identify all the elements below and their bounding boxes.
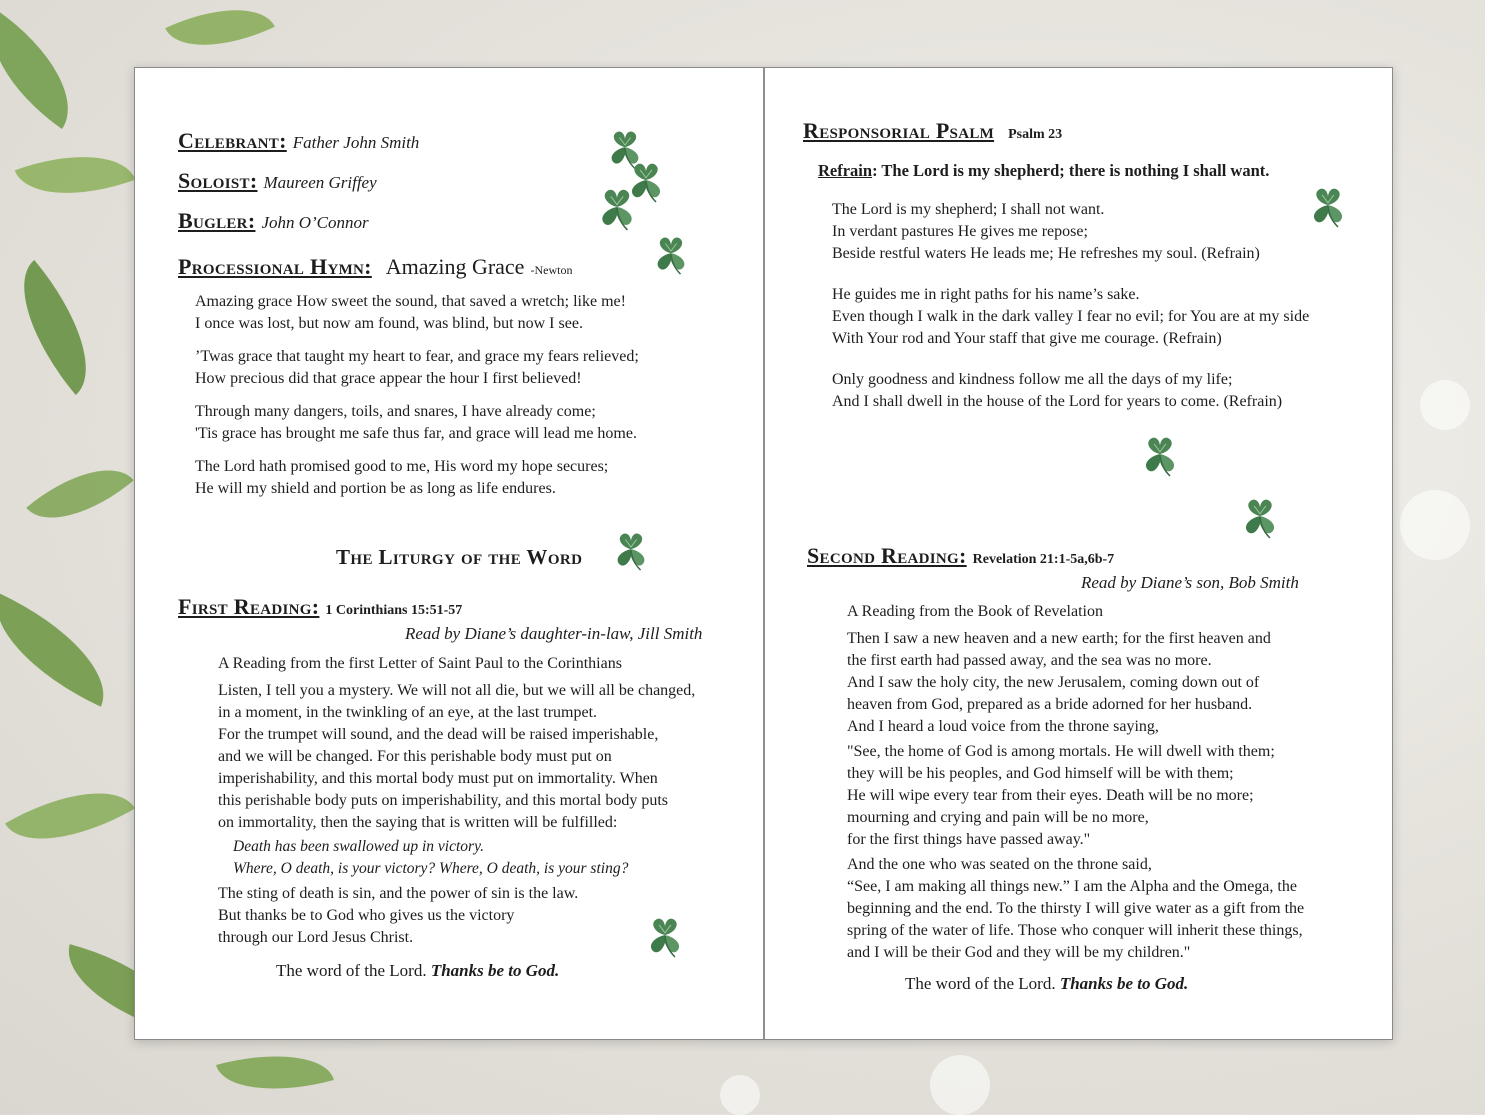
reading-line: for the first things have passed away." <box>847 831 1091 848</box>
verse-line: Where, O death, is your victory? Where, O death, is your sting? <box>233 860 629 877</box>
closing-response: Thanks be to God. <box>1059 974 1189 993</box>
bokeh-light <box>930 1055 990 1115</box>
psalm-line: Beside restful waters He leads me; He refreshes my soul. (Refrain) <box>832 245 1260 262</box>
background-leaf <box>5 763 135 868</box>
background-leaf <box>26 443 133 544</box>
hymn-line: The Lord hath promised good to me, His word my hope secures; <box>195 458 609 475</box>
bokeh-light <box>1420 380 1470 430</box>
psalm-stanza <box>832 199 1260 265</box>
background-leaf <box>15 133 135 218</box>
psalm-stanza <box>832 284 1309 350</box>
psalm-stanza <box>832 369 1282 413</box>
hymn-line: How precious did that grace appear the hour I first believed! <box>195 370 582 387</box>
reading-line: "See, the home of God is among mortals. He will dwell with them; <box>847 743 1275 760</box>
liturgy-heading: The Liturgy of the Word <box>336 545 583 569</box>
psalm-line: With Your rod and Your staff that give me courage. (Refrain) <box>832 330 1222 347</box>
reading-line: But thanks be to God who gives us the victory <box>218 907 515 924</box>
hymn-stanza <box>195 456 608 500</box>
first-reading-body <box>218 680 695 834</box>
hymn-line: Through many dangers, toils, and snares, I have already come; <box>195 403 596 420</box>
hymn-credit: -Newton <box>530 263 573 277</box>
psalm-line: The Lord is my shepherd; I shall not want. <box>832 201 1105 218</box>
reading-line: For the trumpet will sound, and the dead will be raised imperishable, <box>218 726 659 743</box>
bokeh-light <box>1400 490 1470 560</box>
bugler-label: Bugler: <box>178 208 256 233</box>
soloist-label: Soloist: <box>178 168 258 193</box>
first-reading-heading <box>178 594 462 620</box>
hymn-line: I once was lost, but now am found, was blind, but now I see. <box>195 315 583 332</box>
first-reading-conclusion <box>218 883 578 949</box>
soloist-line <box>178 168 377 194</box>
second-reading-reference: Revelation 21:1-5a,6b-7 <box>972 552 1115 567</box>
celebrant-label: Celebrant: <box>178 128 287 153</box>
first-reading-closing <box>276 961 559 981</box>
background-leaf <box>0 11 96 129</box>
reading-line: And the one who was seated on the throne said, <box>847 856 1152 873</box>
celebrant-line <box>178 128 419 154</box>
psalm-line: Only goodness and kindness follow me all the days of my life; <box>832 371 1233 388</box>
scripture-verse <box>233 836 628 880</box>
shamrock-icon <box>651 234 691 276</box>
shamrock-icon <box>1307 185 1349 229</box>
psalm-refrain <box>818 161 1269 181</box>
second-reading-paragraph <box>847 854 1304 964</box>
hymn-line: He will my shield and portion be as long as life endures. <box>195 480 556 497</box>
hymn-stanza <box>195 401 637 445</box>
psalm-heading <box>803 118 1062 144</box>
reading-line: The sting of death is sin, and the power of sin is the law. <box>218 885 579 902</box>
refrain-text: : The Lord is my shepherd; there is nothing I shall want. <box>872 161 1270 180</box>
processional-label: Processional Hymn: <box>178 254 372 279</box>
closing-response: Thanks be to God. <box>430 961 560 980</box>
bugler-line <box>178 208 369 234</box>
second-reading-intro: A Reading from the Book of Revelation <box>847 603 1103 620</box>
reading-line: the first earth had passed away, and the sea was no more. <box>847 652 1212 669</box>
psalm-line: He guides me in right paths for his name’s sake. <box>832 286 1140 303</box>
hymn-line: Amazing grace How sweet the sound, that saved a wretch; like me! <box>195 293 626 310</box>
processional-heading <box>178 254 572 280</box>
closing-text: The word of the Lord. <box>276 961 427 980</box>
second-reading-closing <box>905 974 1188 994</box>
reading-line: through our Lord Jesus Christ. <box>218 929 414 946</box>
program-spread <box>134 67 1393 1040</box>
second-reading-paragraph <box>847 628 1271 738</box>
first-reading-reference: 1 Corinthians 15:51-57 <box>325 603 463 618</box>
shamrock-icon <box>644 915 686 959</box>
reading-line: imperishability, and this mortal body must put on immortality. When <box>218 770 658 787</box>
reading-line: and I will be their God and they will be my children." <box>847 944 1191 961</box>
reading-line: in a moment, in the twinkling of an eye, at the last trumpet. <box>218 704 598 721</box>
shamrock-icon <box>1239 496 1281 540</box>
closing-text: The word of the Lord. <box>905 974 1056 993</box>
page-fold <box>763 68 765 1039</box>
hymn-line: ’Twas grace that taught my heart to fear, and grace my fears relieved; <box>195 348 639 365</box>
background-leaf <box>216 1037 334 1109</box>
bokeh-light <box>720 1075 760 1115</box>
reading-line: and we will be changed. For this perishable body must put on <box>218 748 612 765</box>
reading-line: mourning and crying and pain will be no more, <box>847 809 1149 826</box>
reading-line: spring of the water of life. Those who conquer will inherit these things, <box>847 922 1303 939</box>
reading-line: beginning and the end. To the thirsty I will give water as a gift from the <box>847 900 1305 917</box>
hymn-stanza <box>195 291 626 335</box>
reading-line: And I saw the holy city, the new Jerusalem, coming down out of <box>847 674 1260 691</box>
background-leaf <box>0 593 126 707</box>
refrain-label: Refrain <box>818 161 873 180</box>
shamrock-icon <box>595 186 639 232</box>
background-leaf <box>165 0 275 69</box>
reading-line: Listen, I tell you a mystery. We will not all die, but we will all be changed, <box>218 682 696 699</box>
celebrant-name: Father John Smith <box>292 133 420 152</box>
reading-line: this perishable body puts on imperishability, and this mortal body puts <box>218 792 669 809</box>
psalm-line: And I shall dwell in the house of the Lord for years to come. (Refrain) <box>832 393 1283 410</box>
first-reading-label: First Reading: <box>178 594 320 619</box>
first-reading-intro: A Reading from the first Letter of Saint Paul to the Corinthians <box>218 655 622 672</box>
shamrock-icon <box>611 530 651 572</box>
second-reading-paragraph <box>847 741 1275 851</box>
reading-line: Then I saw a new heaven and a new earth; for the first heaven and <box>847 630 1271 647</box>
shamrock-icon <box>1139 434 1181 478</box>
reading-line: And I heard a loud voice from the throne saying, <box>847 718 1159 735</box>
hymn-stanza <box>195 346 639 390</box>
second-reading-label: Second Reading: <box>807 543 967 568</box>
hymn-line: 'Tis grace has brought me safe thus far, and grace will lead me home. <box>195 425 637 442</box>
background-leaf <box>0 260 118 395</box>
psalm-reference: Psalm 23 <box>1008 127 1063 142</box>
hymn-title: Amazing Grace <box>385 254 525 279</box>
verse-line: Death has been swallowed up in victory. <box>233 838 484 855</box>
reading-line: He will wipe every tear from their eyes. Death will be no more; <box>847 787 1254 804</box>
reading-line: on immortality, then the saying that is written will be fulfilled: <box>218 814 618 831</box>
bugler-name: John O’Connor <box>261 213 369 232</box>
second-reading-heading <box>807 543 1114 569</box>
reading-line: “See, I am making all things new.” I am the Alpha and the Omega, the <box>847 878 1297 895</box>
first-reading-reader: Read by Diane’s daughter-in-law, Jill Smith <box>405 624 703 643</box>
psalm-label: Responsorial Psalm <box>803 118 995 143</box>
psalm-line: In verdant pastures He gives me repose; <box>832 223 1088 240</box>
psalm-line: Even though I walk in the dark valley I fear no evil; for You are at my side <box>832 308 1310 325</box>
reading-line: they will be his peoples, and God himself will be with them; <box>847 765 1234 782</box>
second-reading-reader: Read by Diane’s son, Bob Smith <box>1081 573 1299 592</box>
reading-line: heaven from God, prepared as a bride adorned for her husband. <box>847 696 1253 713</box>
soloist-name: Maureen Griffey <box>263 173 377 192</box>
